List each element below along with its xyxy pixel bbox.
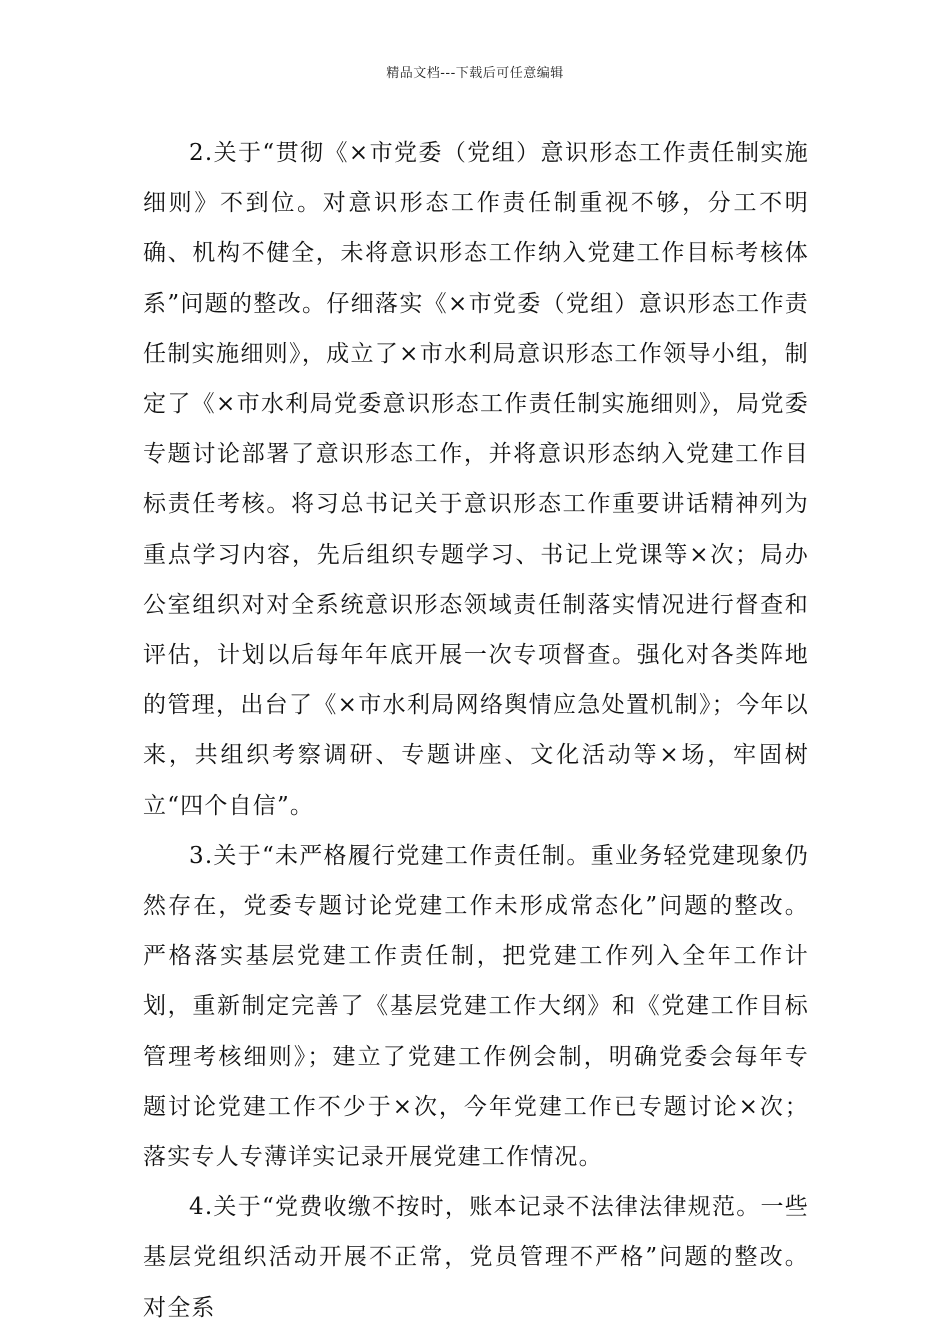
document-body [143, 128, 809, 1333]
paragraph-item-4: 4.关于“党费收缴不按时，账本记录不法律法律规范。一些基层党组织活动开展不正常，党员管理不严格”问题的整改。对全系 [143, 1194, 809, 1321]
paragraph-item-2: 2.关于“贯彻《×市党委（党组）意识形态工作责任制实施细则》不到位。对意识形态工作责任制重视不够，分工不明确、机构不健全，未将意识形态工作纳入党建工作目标考核体系”问题的整改。仔细落实《×市党委（党组）意识形态工作责任制实施细则》，成立了×市水利局意识形态工作领导小组，制定了《×市水利局党委意识形态工作责任制实施细则》，局党委专题讨论部署了意识形态工作，并将意识形态纳入党建工作目标责任考核。将习总书记关于意识形态工作重要讲话精神列为重点学习内容，先后组织专题学习、书记上党课等×次；局办公室组织对对全系统意识形态领域责任制落实情况进行督查和评估，计划以后每年年底开展一次专项督查。强化对各类阵地的管理，出台了《×市水利局网络舆情应急处置机制》；今年以来，共组织考察调研、专题讲座、文化活动等×场，牢固树立“四个自信”。 [143, 140, 809, 819]
paragraph-item-3: 3.关于“未严格履行党建工作责任制。重业务轻党建现象仍然存在，党委专题讨论党建工作未形成常态化”问题的整改。严格落实基层党建工作责任制，把党建工作列入全年工作计划，重新制定完善了《基层党建工作大纲》和《党建工作目标管理考核细则》；建立了党建工作例会制，明确党委会每年专题讨论党建工作不少于×次，今年党建工作已专题讨论×次；落实专人专薄详实记录开展党建工作情况。 [143, 842, 809, 1171]
page-header: 精品文档---下载后可任意编辑 [386, 66, 564, 81]
